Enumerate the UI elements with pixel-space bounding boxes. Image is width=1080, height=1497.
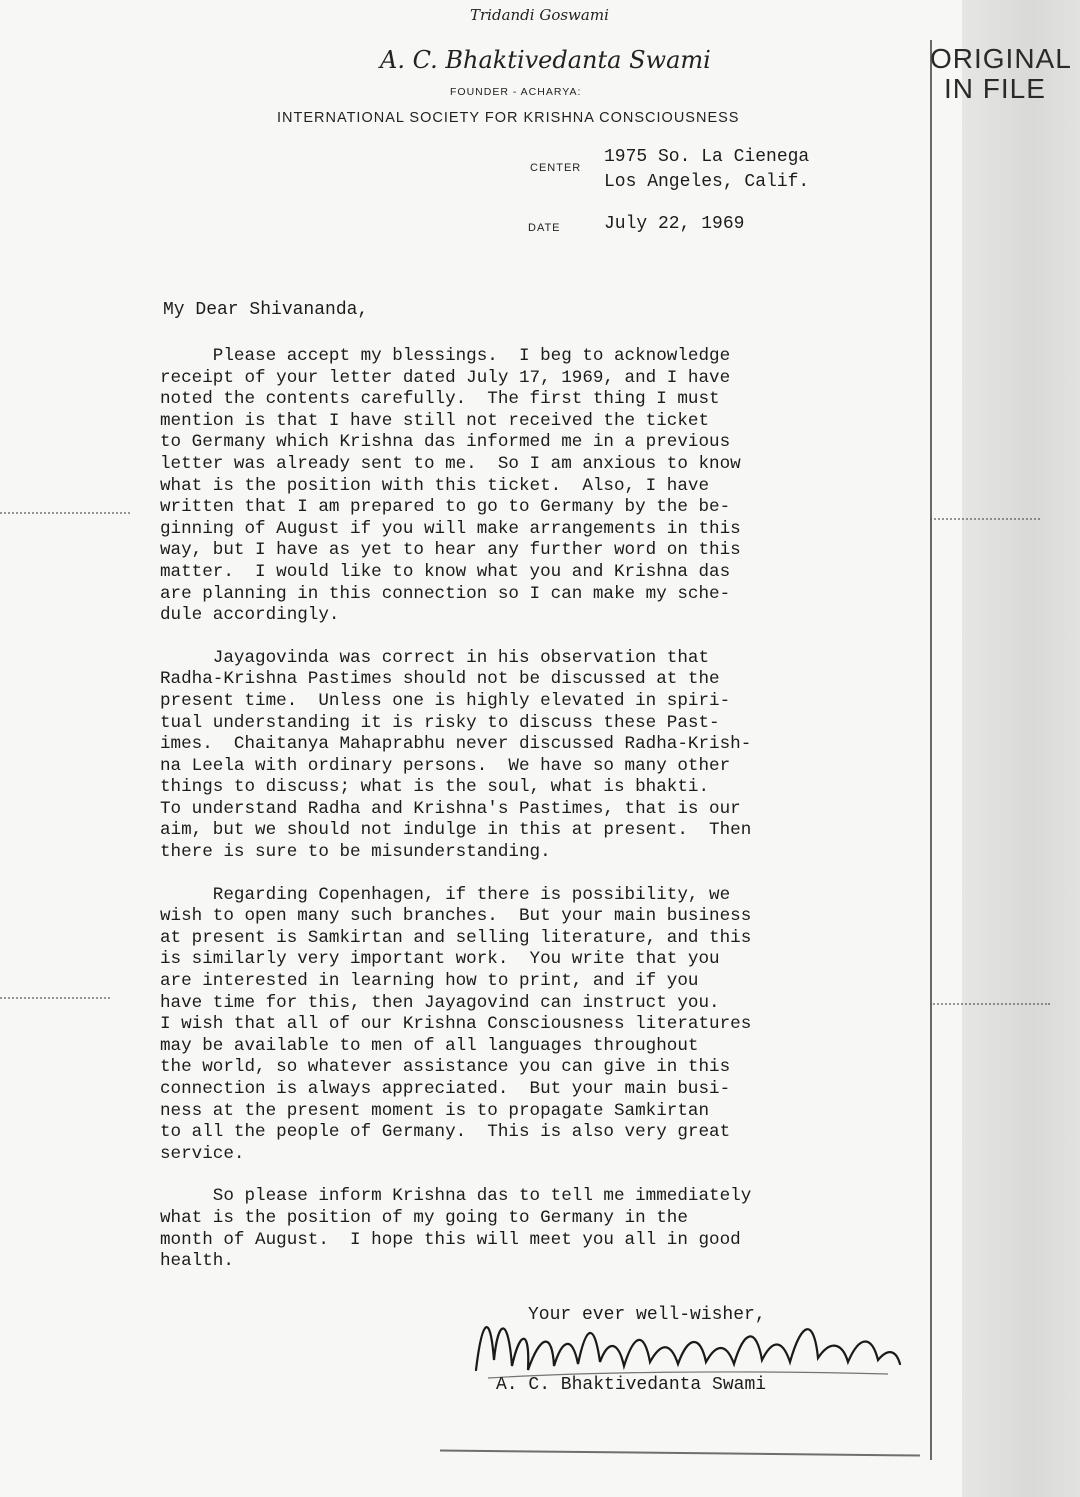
body-paragraph: Jayagovinda was correct in his observation that Radha-Krishna Pastimes should not be discussed at the present time. Unless one is highly elevated in spiri- tual understanding it is risky to discuss these Past- imes. Chaitanya Mahaprabhu never discussed Radha-Krish- na Leela with ordinary persons. We have so many other things to discuss; what is the soul, what is bhakti. To understand Radha and Krishna's Pastimes, that is our aim, but we should not indulge in this at present. Then there is sure to be misunderstanding. [160, 647, 752, 863]
scan-speck-right-2 [930, 1003, 1050, 1008]
center-label: CENTER [530, 162, 582, 174]
scan-speck-left-2 [0, 997, 110, 1002]
letterhead-title: Tridandi Goswami [470, 6, 609, 24]
complimentary-close: Your ever well-wisher, [528, 1305, 766, 1325]
body-paragraph: Regarding Copenhagen, if there is possibility, we wish to open many such branches. But your main business at present is Samkirtan and selling literature, and this is similarly very important work. You write that you are interested in learning how to print, and if you have time for this, then Jayagovind can instruct you. I wish that all of our Krishna Consciousness literatures may be available to men of all languages throughout the world, so whatever assistance you can give in this connection is always appreciated. But your main busi- ness at the present moment is to propagate Samkirtan to all the people of Germany. This is also very great service. [160, 884, 752, 1164]
letterhead-role: FOUNDER - ACHARYA: [450, 86, 582, 98]
page-edge-shadow [962, 0, 1080, 1497]
date-value: July 22, 1969 [604, 214, 745, 234]
scan-speck-left-1 [0, 512, 130, 517]
salutation: My Dear Shivananda, [163, 300, 369, 320]
center-address-line-1: 1975 So. La Cienega [604, 147, 810, 167]
margin-line [930, 40, 932, 1460]
stamp-line-2: IN FILE [944, 73, 1046, 104]
center-address-line-2: Los Angeles, Calif. [604, 172, 810, 192]
date-label: DATE [528, 222, 561, 234]
typed-signature-name: A. C. Bhaktivedanta Swami [496, 1375, 767, 1395]
letterhead-name: A. C. Bhaktivedanta Swami [380, 46, 711, 74]
bottom-rule [440, 1449, 920, 1456]
file-stamp [930, 43, 1072, 104]
scan-speck-right-1 [930, 518, 1040, 523]
letterhead-organization: INTERNATIONAL SOCIETY FOR KRISHNA CONSCIOUSNESS [277, 110, 740, 126]
body-paragraph: So please inform Krishna das to tell me immediately what is the position of my going to Germany in the month of August. I hope this will meet you all in good health. [160, 1186, 752, 1272]
letter-body [160, 346, 920, 1273]
body-paragraph: Please accept my blessings. I beg to acknowledge receipt of your letter dated July 17, 1969, and I have noted the contents carefully. The first thing I must mention is that I have still not received the ticket to Germany which Krishna das informed me in a previous letter was already sent to me. So I am anxious to know what is the position with this ticket. Also, I have written that I am prepared to go to Germany by the be- ginning of August if you will make arrangements in this way, but I have as yet to hear any further word on this matter. I would like to know what you and Krishna das are planning in this connection so I can make my sche- dule accordingly. [160, 346, 741, 626]
stamp-line-1: ORIGINAL [930, 43, 1072, 74]
